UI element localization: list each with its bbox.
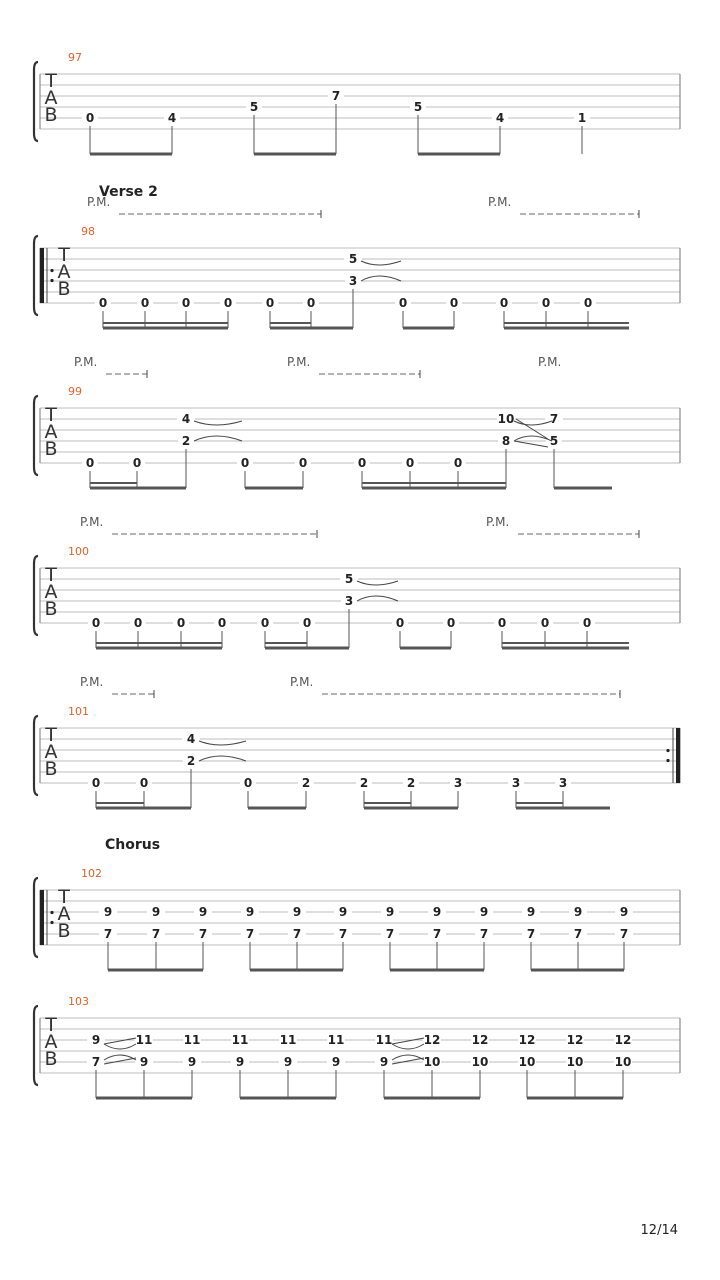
palm-mute-label: P.M. <box>74 355 98 369</box>
fret-number: 9 <box>283 1055 293 1069</box>
tab-clef-letter: B <box>57 920 71 942</box>
fret-number: 12 <box>566 1033 584 1047</box>
measure-number: 97 <box>68 51 82 64</box>
fret-number: 0 <box>260 616 270 630</box>
fret-number: 12 <box>471 1033 489 1047</box>
fret-number: 5 <box>344 572 354 586</box>
fret-number: 7 <box>619 927 629 941</box>
tab-note <box>237 455 253 488</box>
palm-mute-label: P.M. <box>80 515 104 529</box>
fret-number: 4 <box>181 412 191 426</box>
tab-note <box>194 904 212 970</box>
palm-mute <box>486 515 639 538</box>
fret-number: 0 <box>446 616 456 630</box>
fret-number: 12 <box>614 1033 632 1047</box>
fret-number: 7 <box>103 927 113 941</box>
tab-note <box>615 904 633 970</box>
tab-note <box>518 1032 536 1098</box>
palm-mute <box>74 355 147 378</box>
fret-number: 9 <box>245 905 255 919</box>
tab-note <box>569 904 587 970</box>
tab-system-97 <box>34 51 680 154</box>
system-bracket <box>34 236 38 315</box>
fret-number: 2 <box>181 434 191 448</box>
measure-number: 98 <box>81 225 95 238</box>
tab-note <box>392 615 408 648</box>
fret-number: 11 <box>375 1033 393 1047</box>
fret-number: 10 <box>497 412 515 426</box>
tab-note <box>381 904 399 970</box>
palm-mute <box>80 515 317 538</box>
tab-system-102 <box>34 837 680 970</box>
fret-number: 0 <box>91 616 101 630</box>
fret-number: 5 <box>549 434 559 448</box>
tab-note <box>574 110 590 154</box>
fret-number: 0 <box>405 456 415 470</box>
slide-line <box>392 1038 424 1044</box>
fret-number: 9 <box>103 905 113 919</box>
fret-number: 0 <box>582 616 592 630</box>
tab-clef-letter: T <box>45 1014 57 1036</box>
tab-note <box>423 1032 441 1098</box>
tab-note <box>183 1032 201 1098</box>
tab-clef-letter: B <box>44 598 58 620</box>
fret-number: 9 <box>151 905 161 919</box>
fret-number: 12 <box>518 1033 536 1047</box>
slur-curve <box>392 1044 424 1049</box>
fret-number: 11 <box>327 1033 345 1047</box>
fret-number: 9 <box>187 1055 197 1069</box>
tab-clef-letter: A <box>44 87 58 109</box>
measure-number: 103 <box>68 995 89 1008</box>
tab-note <box>288 904 306 970</box>
fret-number: 0 <box>540 616 550 630</box>
fret-number: 0 <box>132 456 142 470</box>
fret-number: 2 <box>186 754 196 768</box>
tab-note <box>566 1032 584 1098</box>
fret-number: 9 <box>619 905 629 919</box>
fret-number: 0 <box>298 456 308 470</box>
palm-mute <box>538 355 561 369</box>
tab-note <box>82 110 98 154</box>
tab-clef-letter: A <box>57 261 71 283</box>
slur-curve <box>357 581 398 585</box>
fret-number: 0 <box>85 111 95 125</box>
system-bracket <box>34 62 38 141</box>
tab-note <box>471 1032 489 1098</box>
fret-number: 4 <box>186 732 196 746</box>
fret-number: 3 <box>511 776 521 790</box>
fret-number: 5 <box>348 252 358 266</box>
fret-number: 7 <box>331 89 341 103</box>
palm-mute <box>488 195 639 218</box>
fret-number: 4 <box>167 111 177 125</box>
fret-number: 3 <box>348 274 358 288</box>
tab-note <box>450 775 466 808</box>
palm-mute-label: P.M. <box>538 355 562 369</box>
fret-number: 3 <box>453 776 463 790</box>
tab-clef-letter: T <box>45 70 57 92</box>
fret-number: 7 <box>151 927 161 941</box>
tab-clef-letter: B <box>44 1048 58 1070</box>
repeat-dot <box>666 749 669 752</box>
tab-note <box>327 1032 345 1098</box>
system-bracket <box>34 556 38 635</box>
fret-number: 9 <box>479 905 489 919</box>
tab-note <box>614 1032 632 1098</box>
tab-note <box>99 904 117 970</box>
tab-clef-letter: A <box>44 581 58 603</box>
slide-line <box>104 1058 136 1064</box>
fret-number: 9 <box>338 905 348 919</box>
fret-number: 8 <box>501 434 511 448</box>
slur-curve <box>194 421 242 425</box>
repeat-start-bar <box>40 890 44 945</box>
page-number-text: 12/14 <box>640 1223 678 1238</box>
system-bracket <box>34 396 38 475</box>
slide-line <box>392 1058 424 1064</box>
fret-number: 0 <box>98 296 108 310</box>
fret-number: 9 <box>379 1055 389 1069</box>
fret-number: 0 <box>243 776 253 790</box>
fret-number: 10 <box>423 1055 441 1069</box>
fret-number: 11 <box>279 1033 297 1047</box>
fret-number: 0 <box>499 296 509 310</box>
measure-number: 102 <box>81 867 102 880</box>
fret-number: 0 <box>223 296 233 310</box>
tab-clef-letter: A <box>44 1031 58 1053</box>
tab-note <box>295 455 311 488</box>
palm-mute <box>287 355 420 378</box>
tab-note <box>492 110 508 154</box>
fret-number: 9 <box>292 905 302 919</box>
tab-clef-letter: B <box>44 438 58 460</box>
tab-note <box>182 731 200 808</box>
fret-number: 0 <box>306 296 316 310</box>
palm-mute-label: P.M. <box>486 515 510 529</box>
tab-clef-letter: T <box>45 404 57 426</box>
tab-clef-letter: B <box>57 278 71 300</box>
fret-number: 9 <box>432 905 442 919</box>
fret-number: 0 <box>541 296 551 310</box>
fret-number: 7 <box>338 927 348 941</box>
section-label: Chorus <box>105 837 161 853</box>
fret-number: 0 <box>181 296 191 310</box>
fret-number: 4 <box>495 111 505 125</box>
fret-number: 1 <box>577 111 587 125</box>
palm-mute-label: P.M. <box>488 195 512 209</box>
fret-number: 7 <box>385 927 395 941</box>
tab-note <box>87 1032 105 1098</box>
fret-number: 10 <box>614 1055 632 1069</box>
fret-number: 2 <box>406 776 416 790</box>
slide-line <box>514 441 548 447</box>
fret-number: 10 <box>518 1055 536 1069</box>
fret-number: 9 <box>526 905 536 919</box>
fret-number: 7 <box>432 927 442 941</box>
tab-note <box>344 251 362 328</box>
fret-number: 7 <box>292 927 302 941</box>
fret-number: 2 <box>301 776 311 790</box>
fret-number: 0 <box>398 296 408 310</box>
tab-note <box>240 775 256 808</box>
tab-system-101 <box>34 675 680 808</box>
tab-clef-letter: T <box>58 244 70 266</box>
repeat-dot <box>50 269 53 272</box>
tab-note <box>298 775 314 808</box>
slur-curve <box>361 261 401 265</box>
slur-curve <box>104 1044 136 1049</box>
fret-number: 5 <box>413 100 423 114</box>
fret-number: 11 <box>231 1033 249 1047</box>
tab-note <box>177 411 195 488</box>
tab-system-99 <box>34 355 680 488</box>
tab-note <box>164 110 180 154</box>
tab-system-103 <box>34 995 680 1098</box>
fret-number: 0 <box>133 616 143 630</box>
fret-number: 0 <box>85 456 95 470</box>
fret-number: 0 <box>449 296 459 310</box>
repeat-dot <box>50 921 53 924</box>
tab-clef-letter: B <box>44 104 58 126</box>
tab-clef-letter: A <box>44 421 58 443</box>
fret-number: 9 <box>385 905 395 919</box>
tab-note <box>475 904 493 970</box>
slide-line <box>104 1038 136 1044</box>
tab-note <box>522 904 540 970</box>
slur-curve <box>199 741 246 745</box>
tab-note <box>428 904 446 970</box>
slur-curve <box>357 596 398 601</box>
fret-number: 12 <box>423 1033 441 1047</box>
fret-number: 11 <box>135 1033 153 1047</box>
fret-number: 0 <box>217 616 227 630</box>
fret-number: 7 <box>549 412 559 426</box>
fret-number: 0 <box>357 456 367 470</box>
palm-mute-label: P.M. <box>87 195 111 209</box>
tab-clef-letter: T <box>45 724 57 746</box>
slur-curve <box>194 436 242 441</box>
fret-number: 0 <box>583 296 593 310</box>
fret-number: 3 <box>558 776 568 790</box>
system-bracket <box>34 716 38 795</box>
tab-note <box>147 904 165 970</box>
slur-curve <box>361 276 401 281</box>
tab-system-98 <box>34 184 680 328</box>
section-label: Verse 2 <box>99 184 158 200</box>
fret-number: 7 <box>245 927 255 941</box>
tab-clef-letter: B <box>44 758 58 780</box>
fret-number: 2 <box>359 776 369 790</box>
fret-number: 9 <box>573 905 583 919</box>
fret-number: 9 <box>331 1055 341 1069</box>
tab-note <box>241 904 259 970</box>
tab-note <box>497 411 515 488</box>
repeat-end-bar <box>676 728 680 783</box>
tab-clef-letter: A <box>44 741 58 763</box>
fret-number: 7 <box>573 927 583 941</box>
palm-mute <box>80 675 154 698</box>
fret-number: 11 <box>183 1033 201 1047</box>
system-bracket <box>34 878 38 957</box>
palm-mute-label: P.M. <box>290 675 314 689</box>
fret-number: 0 <box>91 776 101 790</box>
tab-note <box>135 1032 153 1098</box>
tab-note <box>446 295 462 328</box>
fret-number: 9 <box>91 1033 101 1047</box>
slur-curve <box>199 756 246 761</box>
measure-number: 101 <box>68 705 89 718</box>
palm-mute <box>290 675 620 698</box>
tab-system-100 <box>34 515 680 648</box>
tab-note <box>443 615 459 648</box>
fret-number: 7 <box>91 1055 101 1069</box>
tab-clef-letter: T <box>45 564 57 586</box>
tab-note <box>410 99 426 154</box>
fret-number: 0 <box>265 296 275 310</box>
repeat-dot <box>50 279 53 282</box>
tab-note <box>340 571 358 648</box>
palm-mute-label: P.M. <box>287 355 311 369</box>
fret-number: 0 <box>240 456 250 470</box>
fret-number: 0 <box>140 296 150 310</box>
repeat-start-bar <box>40 248 44 303</box>
tab-clef-letter: T <box>58 886 70 908</box>
tab-clef-letter: A <box>57 903 71 925</box>
fret-number: 5 <box>249 100 259 114</box>
tab-note <box>395 295 411 328</box>
fret-number: 9 <box>235 1055 245 1069</box>
repeat-dot <box>666 759 669 762</box>
fret-number: 7 <box>198 927 208 941</box>
fret-number: 0 <box>302 616 312 630</box>
fret-number: 0 <box>453 456 463 470</box>
fret-number: 0 <box>395 616 405 630</box>
fret-number: 10 <box>566 1055 584 1069</box>
tab-note <box>279 1032 297 1098</box>
fret-number: 0 <box>497 616 507 630</box>
tab-note <box>231 1032 249 1098</box>
tab-note <box>334 904 352 970</box>
fret-number: 0 <box>176 616 186 630</box>
fret-number: 10 <box>471 1055 489 1069</box>
fret-number: 7 <box>526 927 536 941</box>
tab-note <box>328 88 344 154</box>
fret-number: 7 <box>479 927 489 941</box>
tab-note <box>375 1032 393 1098</box>
fret-number: 0 <box>139 776 149 790</box>
measure-number: 99 <box>68 385 82 398</box>
fret-number: 9 <box>139 1055 149 1069</box>
palm-mute-label: P.M. <box>80 675 104 689</box>
fret-number: 3 <box>344 594 354 608</box>
repeat-dot <box>50 911 53 914</box>
measure-number: 100 <box>68 545 89 558</box>
system-bracket <box>34 1006 38 1085</box>
tab-note <box>246 99 262 154</box>
fret-number: 9 <box>198 905 208 919</box>
